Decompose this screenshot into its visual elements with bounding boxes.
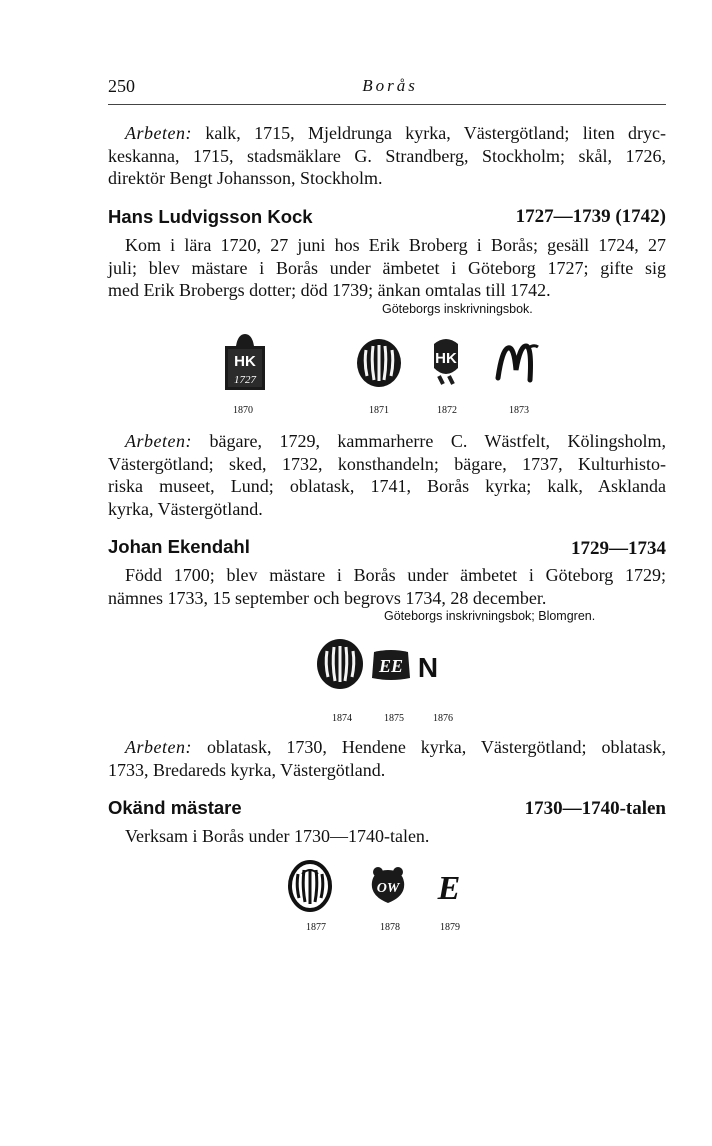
entry-2-source: Göteborgs inskrivningsbok; Blomgren. (384, 609, 596, 623)
mark-1876-image (413, 650, 443, 682)
mark-1872-image (426, 334, 466, 386)
entry-1-works-label: Arbeten: (125, 431, 192, 451)
mark-1879-image (434, 866, 464, 906)
mark-number-1875: 1875 (384, 713, 404, 724)
header-rule (108, 104, 666, 105)
entry-1-bio (108, 234, 666, 302)
entry-2-works-line-1 (108, 736, 666, 759)
entry-1-works-line-3: riska museet, Lund; oblatask, 1741, Borås kyrka; kalk, Asklanda (108, 476, 666, 496)
entry-3-years: 1730—1740-talen (524, 798, 666, 819)
entry-1-source: Göteborgs inskrivningsbok. (382, 302, 533, 316)
entry-2-years: 1729—1734 (571, 538, 666, 559)
mark-1874-image (316, 638, 364, 690)
mark-number-1872: 1872 (437, 405, 457, 416)
entry-1-years: 1727—1739 (1742) (515, 206, 666, 227)
entry-3-name: Okänd mästare (108, 797, 242, 818)
mark-1870-bottom-text: 1727 (234, 374, 256, 386)
intro-line-2: keskanna, 1715, stadsmäklare G. Strandberg, Stockholm; skål, 1726, (108, 145, 666, 166)
intro-paragraph (108, 122, 666, 190)
entry-2-bio-line-2: nämnes 1733, 15 september och begrovs 1734, 28 december. (108, 587, 547, 608)
mark-1870-top-text: HK (234, 353, 256, 370)
entry-1-works-line-1-text: bägare, 1729, kammarherre C. Wästfelt, Kölingsholm, (209, 431, 667, 451)
intro-line-3: direktör Bengt Johansson, Stockholm. (108, 168, 383, 188)
intro-line-1 (108, 122, 666, 145)
mark-1875-text: EE (378, 656, 404, 676)
mark-1871-image (356, 338, 402, 388)
entry-2-works-line-2: 1733, Bredareds kyrka, Västergötland. (108, 759, 386, 780)
mark-1876-text: N (417, 652, 439, 683)
intro-label: Arbeten: (125, 123, 192, 143)
mark-number-1879: 1879 (440, 922, 460, 933)
entry-1-bio-line-1: Kom i lära 1720, 27 juni hos Erik Broberg i Borås; gesäll 1724, 27 (125, 235, 666, 255)
mark-1872-text: HK (435, 350, 457, 367)
entry-1-works (108, 430, 666, 520)
mark-1878-image (368, 866, 408, 906)
mark-number-1876: 1876 (433, 713, 453, 724)
entry-2-bio (108, 564, 666, 609)
entry-3-bio (108, 825, 666, 848)
mark-1875-image (370, 648, 412, 682)
mark-1870-image (222, 332, 268, 394)
mark-1873-image (494, 340, 540, 384)
entry-1-bio-line-2: juli; blev mästare i Borås under ämbetet i Göteborg 1727; gifte sig (108, 257, 666, 278)
entry-1-works-line-1 (108, 430, 666, 453)
page-number: 250 (108, 76, 135, 96)
entry-2-name: Johan Ekendahl (108, 536, 250, 557)
mark-1877-image (288, 860, 332, 912)
entry-2-bio-line-1: Född 1700; blev mästare i Borås under ämbetet i Göteborg 1729; (125, 565, 666, 585)
mark-number-1878: 1878 (380, 922, 400, 933)
mark-number-1874: 1874 (332, 713, 352, 724)
intro-line-1-text: kalk, 1715, Mjeldrunga kyrka, Västergötland; liten dryc- (205, 123, 666, 143)
entry-3-bio-line-1: Verksam i Borås under 1730—1740-talen. (125, 826, 430, 846)
entry-2-works-label: Arbeten: (125, 737, 192, 757)
entry-2-works (108, 736, 666, 781)
mark-1878-text: OW (376, 881, 400, 896)
running-head: Borås (362, 76, 418, 95)
mark-number-1871: 1871 (369, 405, 389, 416)
entry-1-name: Hans Ludvigsson Kock (108, 206, 313, 227)
entry-1-bio-line-3: med Erik Brobergs dotter; död 1739; änkan omtalas till 1742. (108, 280, 551, 300)
mark-number-1877: 1877 (306, 922, 326, 933)
mark-number-1870: 1870 (233, 405, 253, 416)
entry-1-works-line-4: kyrka, Västergötland. (108, 498, 263, 519)
mark-1879-text: E (437, 870, 461, 907)
entry-2-works-line-1-text: oblatask, 1730, Hendene kyrka, Västergötland; oblatask, (206, 737, 666, 757)
entry-1-works-line-2: Västergötland; sked, 1732, konsthandeln; bägare, 1737, Kulturhisto- (108, 453, 666, 474)
mark-number-1873: 1873 (509, 405, 529, 416)
